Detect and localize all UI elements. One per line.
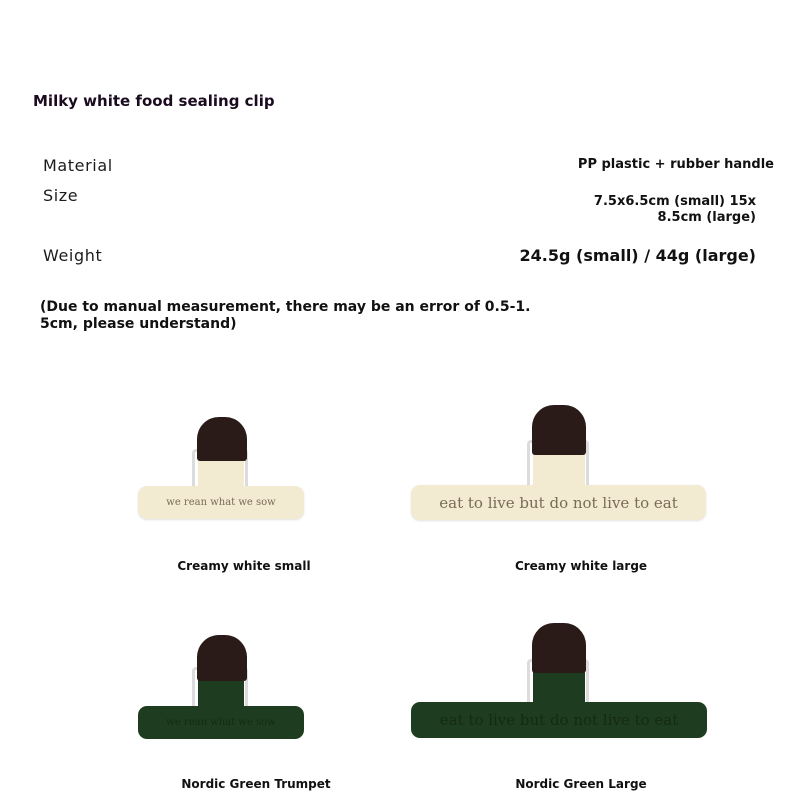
measurement-note-line1: (Due to manual measurement, there may be an error of 0.5-1. xyxy=(40,299,531,315)
clip-body-engraving: we rean what we sow xyxy=(138,486,304,519)
clip-handle xyxy=(197,417,247,461)
size-label: Size xyxy=(43,186,79,205)
size-value-line2: 8.5cm (large) xyxy=(657,210,756,225)
measurement-note-line2: 5cm, please understand) xyxy=(40,316,237,332)
size-value-line1: 7.5x6.5cm (small) 15x xyxy=(593,194,756,209)
clip-handle xyxy=(532,405,586,455)
clip-body-engraving: eat to live but do not live to eat xyxy=(411,702,707,738)
measurement-note xyxy=(40,299,640,333)
clip-handle xyxy=(532,623,586,673)
clip-body-engraving: we rean what we sow xyxy=(138,706,304,739)
caption-nordic-green-large: Nordic Green Large xyxy=(515,777,647,791)
material-value: PP plastic + rubber handle xyxy=(577,157,774,172)
material-label: Material xyxy=(43,156,113,175)
caption-creamy-white-small: Creamy white small xyxy=(177,559,311,573)
product-title: Milky white food sealing clip xyxy=(33,92,275,110)
weight-value: 24.5g (small) / 44g (large) xyxy=(519,246,756,265)
weight-label: Weight xyxy=(43,246,103,265)
caption-creamy-white-large: Creamy white large xyxy=(514,559,648,573)
clip-body-engraving: eat to live but do not live to eat xyxy=(411,485,706,520)
clip-handle xyxy=(197,635,247,681)
caption-nordic-green-trumpet: Nordic Green Trumpet xyxy=(181,777,331,791)
size-value xyxy=(594,194,756,226)
